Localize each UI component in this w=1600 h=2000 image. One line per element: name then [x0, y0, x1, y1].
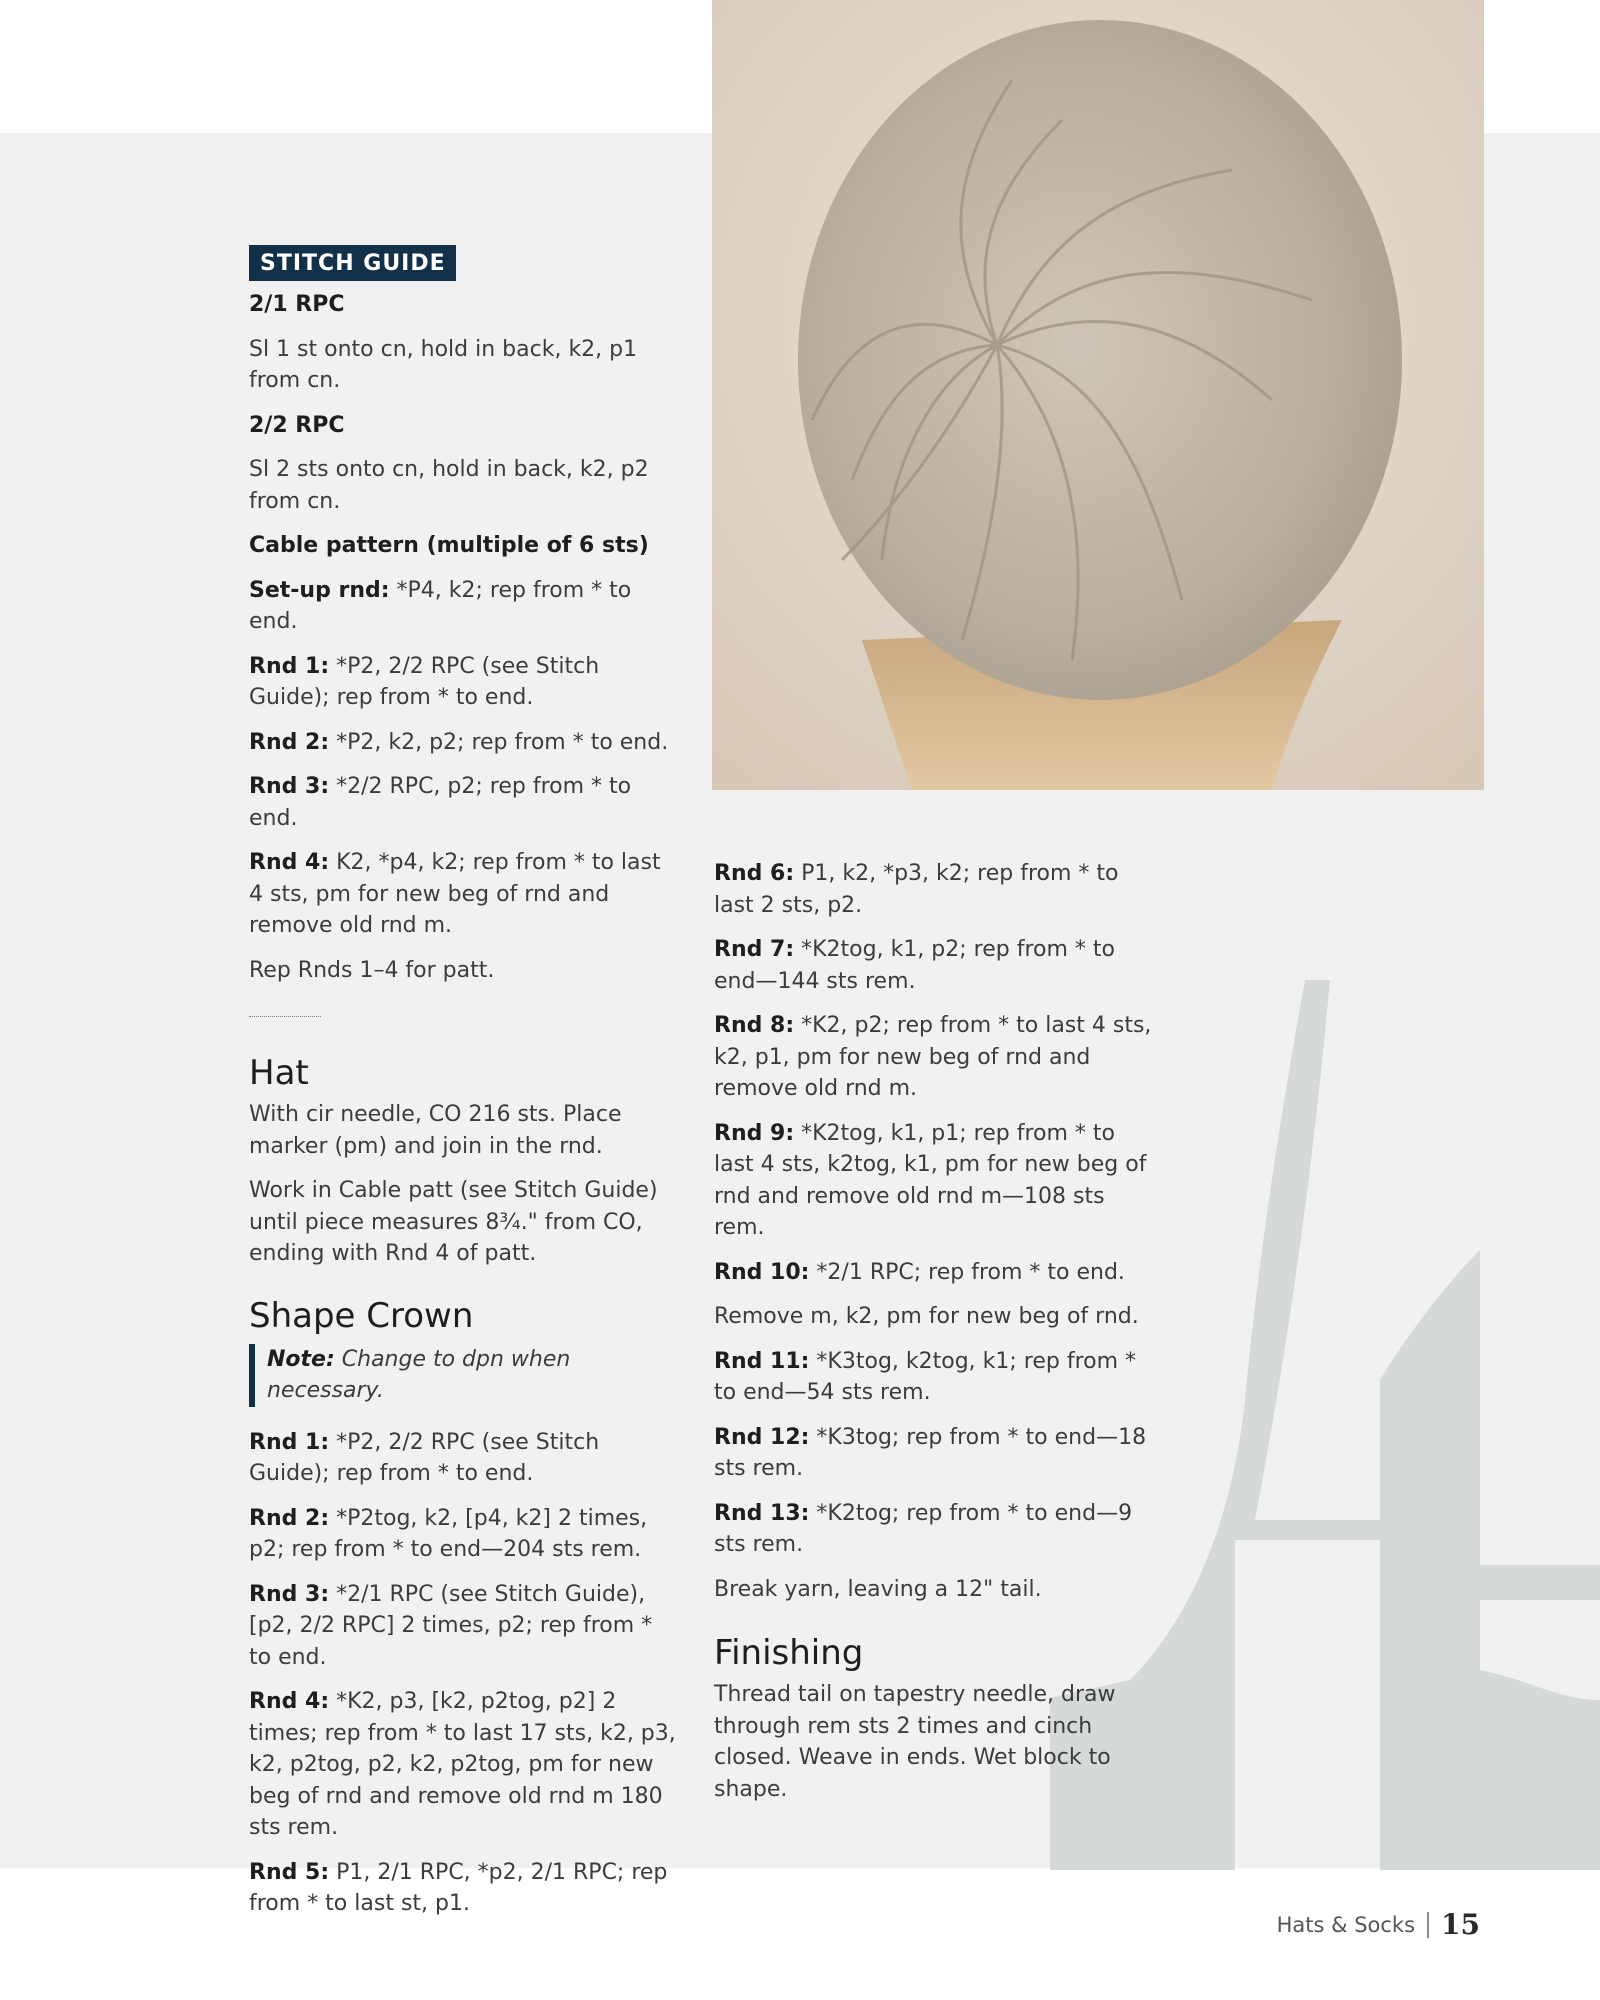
shape-crown-heading: Shape Crown: [249, 1295, 474, 1336]
right-column: [714, 858, 1154, 1818]
hat-paragraph: With cir needle, CO 216 sts. Place marker (pm) and join in the rnd.: [249, 1102, 622, 1159]
hat-heading: Hat: [249, 1053, 309, 1093]
cable-row: Set-up rnd: *P4, k2; rep from * to end.: [249, 577, 632, 634]
crown-row: Rnd 5: P1, 2/1 RPC, *p2, 2/1 RPC; rep from * to last st, p1.: [249, 1859, 668, 1916]
finishing-paragraph: Thread tail on tapestry needle, draw through rem sts 2 times and cinch closed. Weave in ends. Wet block to shape.: [714, 1682, 1116, 1802]
crown-row: Rnd 6: P1, k2, *p3, k2; rep from * to last 2 sts, p2.: [714, 861, 1119, 918]
crown-row: Rnd 1: *P2, 2/2 RPC (see Stitch Guide); rep from * to end.: [249, 1429, 600, 1486]
cable-row: Rnd 4: K2, *p4, k2; rep from * to last 4 sts, pm for new beg of rnd and remove old rnd m.: [249, 850, 661, 938]
section-name: Hats & Socks: [1276, 1912, 1416, 1937]
left-column: [249, 245, 679, 1933]
cable-row: Rnd 2: *P2, k2, p2; rep from * to end.: [249, 729, 669, 755]
cable-repeat: Rep Rnds 1–4 for patt.: [249, 957, 495, 983]
rpc22-text: Sl 2 sts onto cn, hold in back, k2, p2 from cn.: [249, 457, 649, 514]
cable-row: Rnd 3: *2/2 RPC, p2; rep from * to end.: [249, 774, 632, 831]
page-footer: [1277, 1908, 1480, 1941]
stitch-guide-tag: STITCH GUIDE: [249, 245, 456, 281]
crown-row: Rnd 4: *K2, p3, [k2, p2tog, p2] 2 times; rep from * to last 17 sts, k2, p3, k2, p2tog, p2, k2, p2tog, pm for new beg of rnd and remove old rnd m 180 sts rem.: [249, 1689, 676, 1840]
crown-row: Rnd 10: *2/1 RPC; rep from * to end.: [714, 1259, 1125, 1285]
hat-paragraph: Work in Cable patt (see Stitch Guide) until piece measures 8¾." from CO, ending with Rnd 4 of patt.: [249, 1178, 658, 1266]
note: Note: Change to dpn when necessary.: [249, 1344, 679, 1407]
finishing-heading: Finishing: [714, 1633, 864, 1673]
break-yarn-text: Break yarn, leaving a 12" tail.: [714, 1576, 1042, 1602]
footer-separator: [1427, 1912, 1429, 1938]
page-number: 15: [1441, 1908, 1480, 1941]
crown-row: Rnd 12: *K3tog; rep from * to end—18 sts rem.: [714, 1424, 1147, 1481]
remove-marker-text: Remove m, k2, pm for new beg of rnd.: [714, 1304, 1139, 1329]
crown-row: Rnd 8: *K2, p2; rep from * to last 4 sts, k2, p1, pm for new beg of rnd and remove old rnd m.: [714, 1013, 1152, 1101]
rpc21-text: Sl 1 st onto cn, hold in back, k2, p1 from cn.: [249, 336, 638, 393]
section-divider: [249, 1016, 321, 1017]
cable-row: Rnd 1: *P2, 2/2 RPC (see Stitch Guide); rep from * to end.: [249, 653, 600, 710]
crown-row: Rnd 7: *K2tog, k1, p2; rep from * to end—144 sts rem.: [714, 937, 1115, 994]
crown-row: Rnd 11: *K3tog, k2tog, k1; rep from * to end—54 sts rem.: [714, 1348, 1137, 1405]
crown-row: Rnd 2: *P2tog, k2, [p4, k2] 2 times, p2; rep from * to end—204 sts rem.: [249, 1505, 648, 1562]
rpc22-title: 2/2 RPC: [249, 412, 345, 438]
rpc21-title: 2/1 RPC: [249, 292, 345, 317]
crown-row: Rnd 3: *2/1 RPC (see Stitch Guide), [p2, 2/2 RPC] 2 times, p2; rep from * to end.: [249, 1581, 653, 1670]
hat-photo: [712, 0, 1484, 790]
crown-row: Rnd 9: *K2tog, k1, p1; rep from * to last 4 sts, k2tog, k1, pm for new beg of rnd and remove old rnd m—108 sts rem.: [714, 1120, 1147, 1240]
crown-row: Rnd 13: *K2tog; rep from * to end—9 sts rem.: [714, 1500, 1133, 1557]
cable-pattern-title: Cable pattern (multiple of 6 sts): [249, 533, 649, 558]
